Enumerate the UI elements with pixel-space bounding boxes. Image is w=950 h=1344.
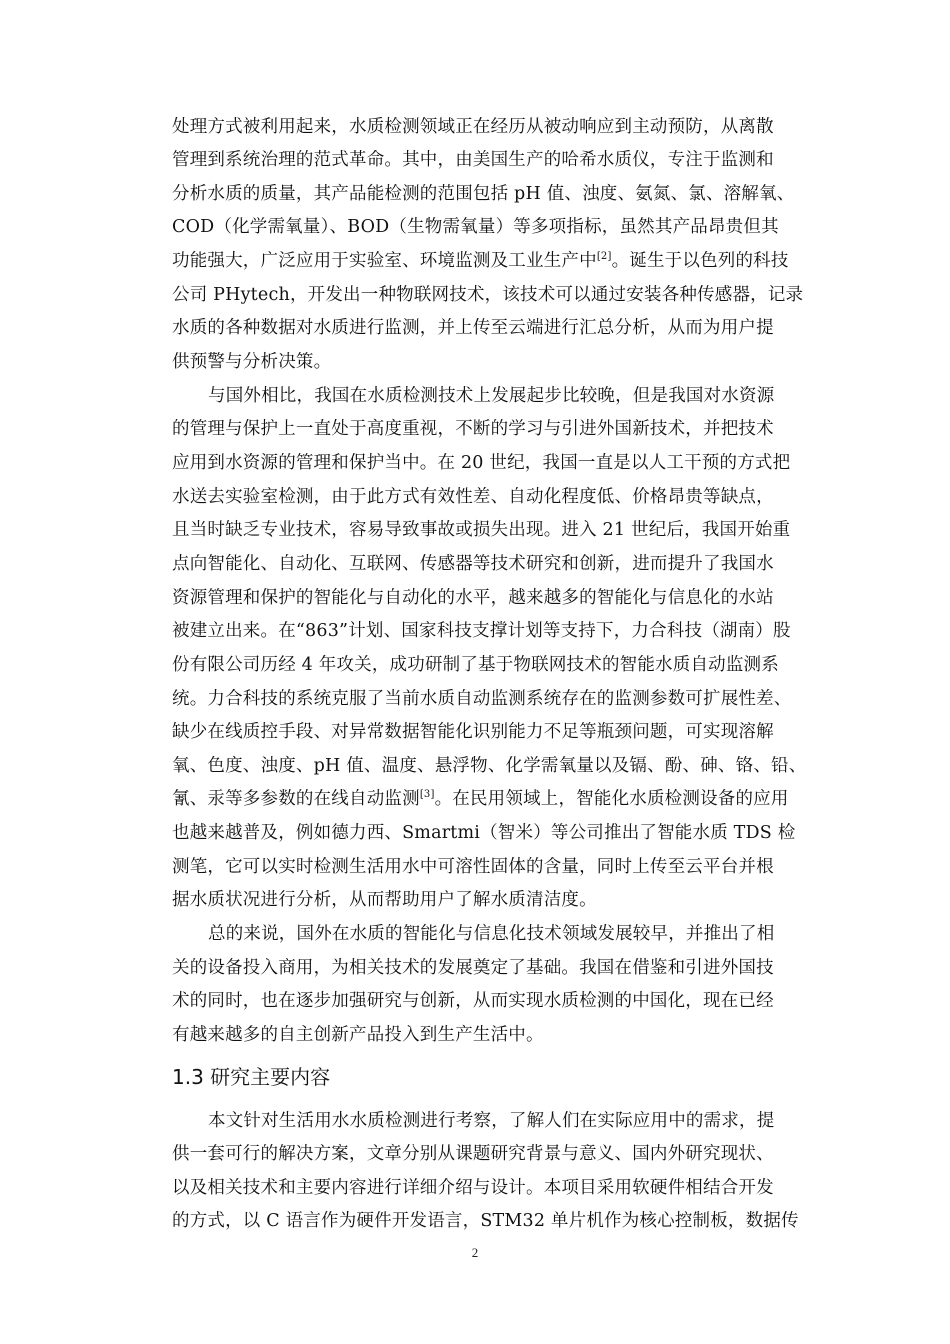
text-line: 公司 PHytech，开发出一种物联网技术，该技术可以通过安装各种传感器，记录 <box>172 285 804 305</box>
page-number: 2 <box>471 1245 479 1260</box>
text-line: 且当时缺乏专业技术，容易导致事故或损失出现。进入 21 世纪后，我国开始重 <box>172 520 791 540</box>
text-line: 关的设备投入商用，为相关技术的发展奠定了基础。我国在借鉴和引进外国技 <box>172 958 774 978</box>
text-line: 缺少在线质控手段、对异常数据智能化识别能力不足等瓶颈问题，可实现溶解 <box>172 722 774 742</box>
text-line: 管理到系统治理的范式革命。其中，由美国生产的哈希水质仪，专注于监测和 <box>172 150 774 170</box>
text-line: 的管理与保护上一直处于高度重视，不断的学习与引进外国新技术，并把技术 <box>172 419 774 439</box>
text-line <box>172 245 789 278</box>
citation-ref: [2] <box>596 251 612 262</box>
text-run: 。在民用领域上，智能化水质检测设备的应用 <box>434 789 789 809</box>
text-line: 总的来说，国外在水质的智能化与信息化技术领域发展较早，并推出了相 <box>208 924 775 944</box>
text-line: 以及相关技术和主要内容进行详细介绍与设计。本项目采用软硬件相结合开发 <box>172 1178 774 1198</box>
text-line: 被建立出来。在“863”计划、国家科技支撑计划等支持下，力合科技（湖南）股 <box>172 621 791 641</box>
text-run: 。诞生于以色列的科技 <box>611 251 789 271</box>
text-line: 分析水质的质量，其产品能检测的范围包括 pH 值、浊度、氨氮、氯、溶解氧、 <box>172 184 795 204</box>
text-line: 水质的各种数据对水质进行监测，并上传至云端进行汇总分析，从而为用户提 <box>172 318 774 338</box>
section-heading: 1.3 研究主要内容 <box>172 1065 331 1089</box>
text-run: 氰、汞等多参数的在线自动监测 <box>172 789 420 809</box>
text-line: 氧、色度、浊度、pH 值、温度、悬浮物、化学需氧量以及镉、酚、砷、铬、铅、 <box>172 756 807 776</box>
text-line: 本文针对生活用水水质检测进行考察，了解人们在实际应用中的需求，提 <box>208 1111 775 1131</box>
text-line: 也越来越普及，例如德力西、Smartmi（智米）等公司推出了智能水质 TDS 检 <box>172 823 796 843</box>
citation-ref: [3] <box>419 789 435 800</box>
text-line: COD（化学需氧量）、BOD（生物需氧量）等多项指标，虽然其产品昂贵但其 <box>172 217 779 237</box>
text-line <box>172 783 789 816</box>
text-line: 据水质状况进行分析，从而帮助用户了解水质清洁度。 <box>172 890 597 910</box>
text-line: 有越来越多的自主创新产品投入到生产生活中。 <box>172 1025 544 1045</box>
text-line: 应用到水资源的管理和保护当中。在 20 世纪，我国一直是以人工干预的方式把 <box>172 453 791 473</box>
text-line: 与国外相比，我国在水质检测技术上发展起步比较晚，但是我国对水资源 <box>208 386 775 406</box>
text-line: 份有限公司历经 4 年攻关，成功研制了基于物联网技术的智能水质自动监测系 <box>172 655 779 675</box>
text-line: 处理方式被利用起来，水质检测领域正在经历从被动响应到主动预防，从离散 <box>172 117 774 137</box>
text-line: 测笔，它可以实时检测生活用水中可溶性固体的含量，同时上传至云平台并根 <box>172 857 774 877</box>
text-line: 供预警与分析决策。 <box>172 352 332 372</box>
text-line: 供一套可行的解决方案，文章分别从课题研究背景与意义、国内外研究现状、 <box>172 1144 774 1164</box>
text-line: 术的同时，也在逐步加强研究与创新，从而实现水质检测的中国化，现在已经 <box>172 991 774 1011</box>
text-line: 统。力合科技的系统克服了当前水质自动监测系统存在的监测参数可扩展性差、 <box>172 689 792 709</box>
text-line: 水送去实验室检测，由于此方式有效性差、自动化程度低、价格昂贵等缺点， <box>172 487 774 507</box>
text-line: 点向智能化、自动化、互联网、传感器等技术研究和创新，进而提升了我国水 <box>172 554 774 574</box>
text-line: 的方式，以 C 语言作为硬件开发语言，STM32 单片机作为核心控制板，数据传 <box>172 1211 799 1231</box>
text-line: 资源管理和保护的智能化与自动化的水平，越来越多的智能化与信息化的水站 <box>172 588 774 608</box>
text-run: 功能强大，广泛应用于实验室、环境监测及工业生产中 <box>172 251 597 271</box>
